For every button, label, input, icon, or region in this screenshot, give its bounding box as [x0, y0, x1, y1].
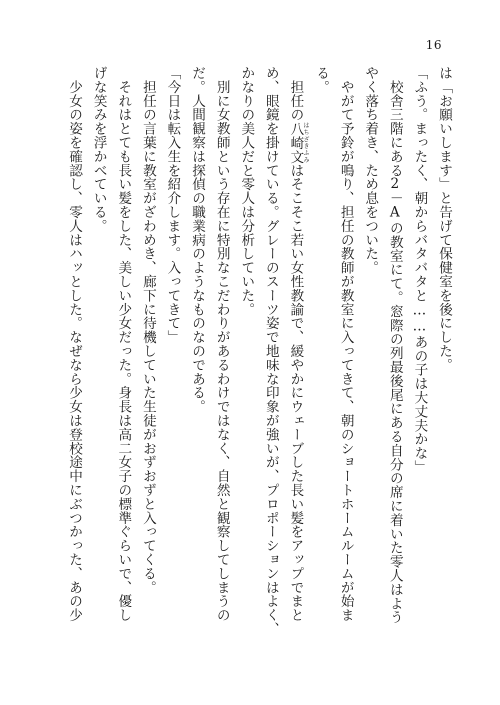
classroom-dash: － — [386, 190, 403, 205]
text-line — [283, 66, 309, 656]
text-line: 別に女教師という存在に特別なこだわりがあるわけではなく、自然と観察してしまうの — [213, 66, 230, 622]
teacher-name-base: 八崎文 — [287, 121, 304, 164]
text-segment: 担任の — [287, 66, 304, 122]
text-line: 担任の言葉に教室がざわめき、廊下に待機していた生徒がおずおずと入ってくる。 — [139, 66, 156, 595]
text-line: 「ふう。まったく、朝からバタバタと……あの子は大丈夫かな」 — [411, 66, 428, 474]
text-line — [382, 66, 407, 656]
text-line: やがて予鈴が鳴り、担任の教師が教室に入ってきて、朝のショートホームルームが始ま — [337, 66, 354, 622]
text-segment: の教室にて。窓際の列最後尾にある自分の席に着いた零人はよう — [386, 221, 403, 625]
text-line: それはとても長い髪をした、美しい少女だった。身長は高二女子の標準ぐらいで、優し — [115, 66, 132, 622]
text-line: やく落ち着き、ため息をついた。 — [362, 66, 379, 275]
text-segment: 校舎三階にある — [386, 66, 403, 178]
text-segment: はそこそこ若い女性教諭で、緩やかにウェーブした長い髪をアップでまと — [287, 163, 304, 623]
text-line: は「お願いします」と告げて保健室を後にした。 — [436, 66, 452, 372]
text-line: 「今日は転入生を紹介します。入ってきて」 — [164, 66, 181, 344]
teacher-name-ruby: はちざきふみ — [301, 121, 309, 164]
text-line: かなりの美人だと零人は分析していた。 — [238, 66, 255, 317]
teacher-name — [287, 121, 309, 164]
novel-text-block — [44, 66, 456, 656]
text-line: げな笑みを浮かべている。 — [90, 66, 107, 233]
classroom-letter: A — [386, 204, 403, 222]
text-line: る。 — [313, 66, 330, 94]
classroom-number: 2 — [390, 177, 400, 191]
text-line: だ。人間観察は探偵の職業病のようなものなのである。 — [189, 66, 206, 414]
text-line: 少女の姿を確認し、零人はハッとした。なぜなら少女は登校途中にぶつかった、あの少 — [66, 66, 83, 622]
page-number: 16 — [425, 38, 442, 52]
text-line: め、眼鏡を掛けている。グレーのスーツ姿で地味な印象が強いが、プロポーションはよく、 — [262, 66, 279, 636]
